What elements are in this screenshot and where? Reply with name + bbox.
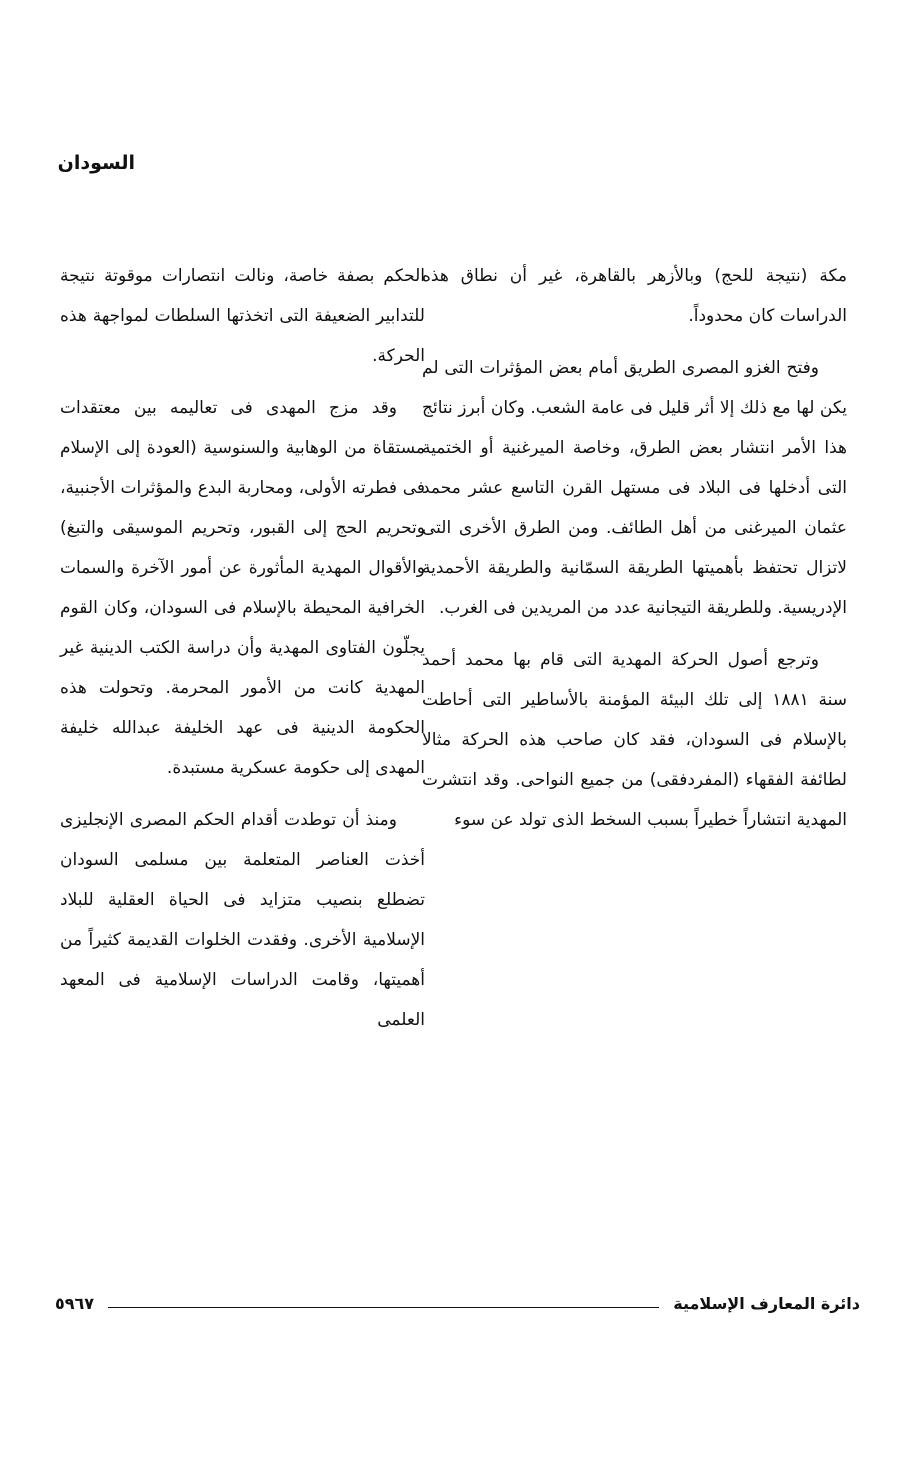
footer-publication-title: دائرة المعارف الإسلامية — [673, 1293, 860, 1313]
page-number: ٥٩٦٧ — [55, 1293, 95, 1313]
running-header-title: السودان — [57, 152, 135, 174]
text-column-left — [60, 256, 425, 1052]
page-footer — [55, 1288, 860, 1318]
text-column-right — [422, 256, 847, 852]
paragraph: مكة (نتيجة للحج) وبالأزهر بالقاهرة، غير أن نطاق هذه الدراسات كان محدوداً. — [422, 266, 847, 326]
paragraph: وترجع أصول الحركة المهدية التى قام بها محمد أحمد سنة ١٨٨١ إلى تلك البيئة المؤمنة بالأساطير التى أحاطت بالإسلام فى السودان، فقد كان صاحب هذه الحركة مثالا لطائفة الفقهاء (المفردفقى) من جميع النواحى. وقد انتشرت المهدية انتشاراً خطيراً بسبب السخط الذى تولد عن سوء — [422, 650, 847, 830]
paragraph: الحكم بصفة خاصة، ونالت انتصارات موقوتة نتيجة للتدابير الضعيفة التى اتخذتها السلطات لمواجهة هذه الحركة. — [60, 266, 425, 366]
paragraph: ومنذ أن توطدت أقدام الحكم المصرى الإنجليزى أخذت العناصر المتعلمة بين مسلمى السودان تضطلع بنصيب متزايد فى الحياة العقلية للبلاد الإسلامية الأخرى. وفقدت الخلوات القديمة كثيراً من أهميتها، وقامت الدراسات الإسلامية فى المعهد العلمى — [60, 810, 425, 1030]
footer-divider — [108, 1307, 659, 1308]
paragraph: وفتح الغزو المصرى الطريق أمام بعض المؤثرات التى لم يكن لها مع ذلك إلا أثر قليل فى عامة الشعب. وكان أبرز نتائج هذا الأمر انتشار بعض الطرق، وخاصة الميرغنية أو الختمية التى أدخلها فى البلاد فى مستهل القرن التاسع عشر محمد عثمان الميرغنى من أهل الطائف. ومن الطرق الأخرى التى لاتزال تحتفظ بأهميتها الطريقة السمّانية والطريقة الأحمدية الإدريسية. وللطريقة التيجانية عدد من المريدين فى الغرب. — [422, 358, 847, 618]
paragraph: وقد مزج المهدى فى تعاليمه بين معتقدات مستقاة من الوهابية والسنوسية (العودة إلى الإسلام فى فطرته الأولى، ومحاربة البدع والمؤثرات الأجنبية، وتحريم الحج إلى القبور، وتحريم الموسيقى والتبغ) والأقوال المهدية المأثورة عن أمور الآخرة والسمات الخرافية المحيطة بالإسلام فى السودان، وكان القوم يجلّون الفتاوى المهدية وأن دراسة الكتب الدينية غير المهدية كانت من الأمور المحرمة. وتحولت هذه الحكومة الدينية فى عهد الخليفة عبدالله خليفة المهدى إلى حكومة عسكرية مستبدة. — [60, 398, 425, 778]
